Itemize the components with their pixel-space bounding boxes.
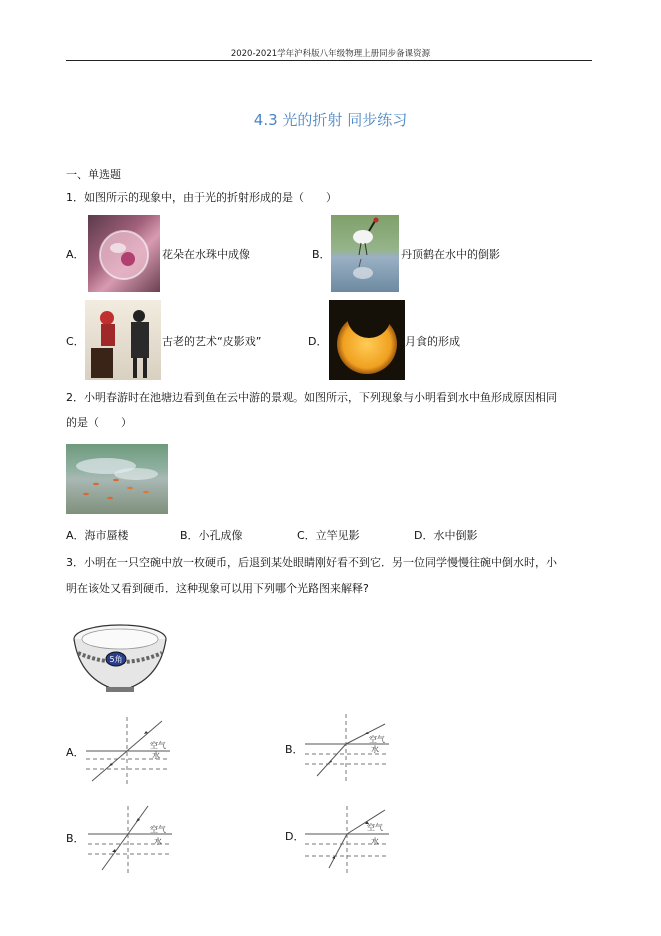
air-label-c: 空气 [150,825,166,834]
water-label-b: 水 [371,745,379,754]
q2-option-c[interactable]: C．立竿见影 [297,529,360,542]
air-label-b: 空气 [369,735,385,744]
section-heading: 一、单选题 [66,168,121,181]
q1-option-a-caption: 花朵在水珠中成像 [162,248,250,261]
q1-option-d-caption: 月食的形成 [405,335,460,348]
page-header: 2020-2021学年沪科版八年级物理上册同步备课资源 [230,49,431,59]
page-title: 4.3 光的折射 同步练习 [253,111,408,129]
q1-option-c-caption: 古老的艺术“皮影戏” [162,335,262,348]
crane-reflection-image [331,215,399,292]
q2-option-d[interactable]: D．水中倒影 [414,529,478,542]
q1-stem: 1．如图所示的现象中，由于光的折射形成的是（ ） [66,191,337,204]
q3-option-b-letter[interactable]: B． [285,743,304,756]
q1-option-d-letter[interactable]: D． [308,335,328,348]
q1-option-b-caption: 丹顶鹤在水中的倒影 [401,248,500,261]
q1-option-b-letter[interactable]: B． [312,248,331,261]
q3-option-d-letter[interactable]: D． [285,830,305,843]
q3-stem-line1: 3．小明在一只空碗中放一枚硬币，后退到某处眼睛刚好看不到它．另一位同学慢慢往碗中倒水时，小 [66,556,557,569]
coin-label: 5角 [109,655,123,664]
air-label-a: 空气 [150,741,166,750]
air-label-d: 空气 [367,823,383,832]
header-rule [66,60,592,61]
water-label-d: 水 [371,837,379,846]
q3-option-c-letter[interactable]: B． [66,832,85,845]
q3-option-a-ray-diagram [86,715,176,787]
q3-option-b-ray-diagram [305,712,395,784]
q3-option-d-ray-diagram [305,804,395,876]
q2-option-b[interactable]: B．小孔成像 [180,529,243,542]
q2-option-a[interactable]: A．海市蜃楼 [66,529,129,542]
q1-option-a-letter[interactable]: A． [66,248,85,261]
lunar-eclipse-image [329,300,405,380]
q2-stem-line1: 2．小明春游时在池塘边看到鱼在云中游的景观。如图所示，下列现象与小明看到水中鱼形成原因相同 [66,391,557,404]
water-droplet-flower-image [88,215,160,292]
shadow-puppet-image [85,300,161,380]
q1-option-c-letter[interactable]: C． [66,335,85,348]
water-label-a: 水 [152,751,160,760]
q3-option-c-ray-diagram [88,804,178,876]
water-label-c: 水 [154,837,162,846]
q3-option-a-letter[interactable]: A． [66,746,85,759]
q3-stem-line2: 明在该处又看到硬币．这种现象可以用下列哪个光路图来解释? [66,582,369,595]
fish-in-clouds-pond-image [66,444,168,514]
bowl-with-coin-figure [72,623,168,695]
q2-stem-line2: 的是（ ） [66,416,132,429]
